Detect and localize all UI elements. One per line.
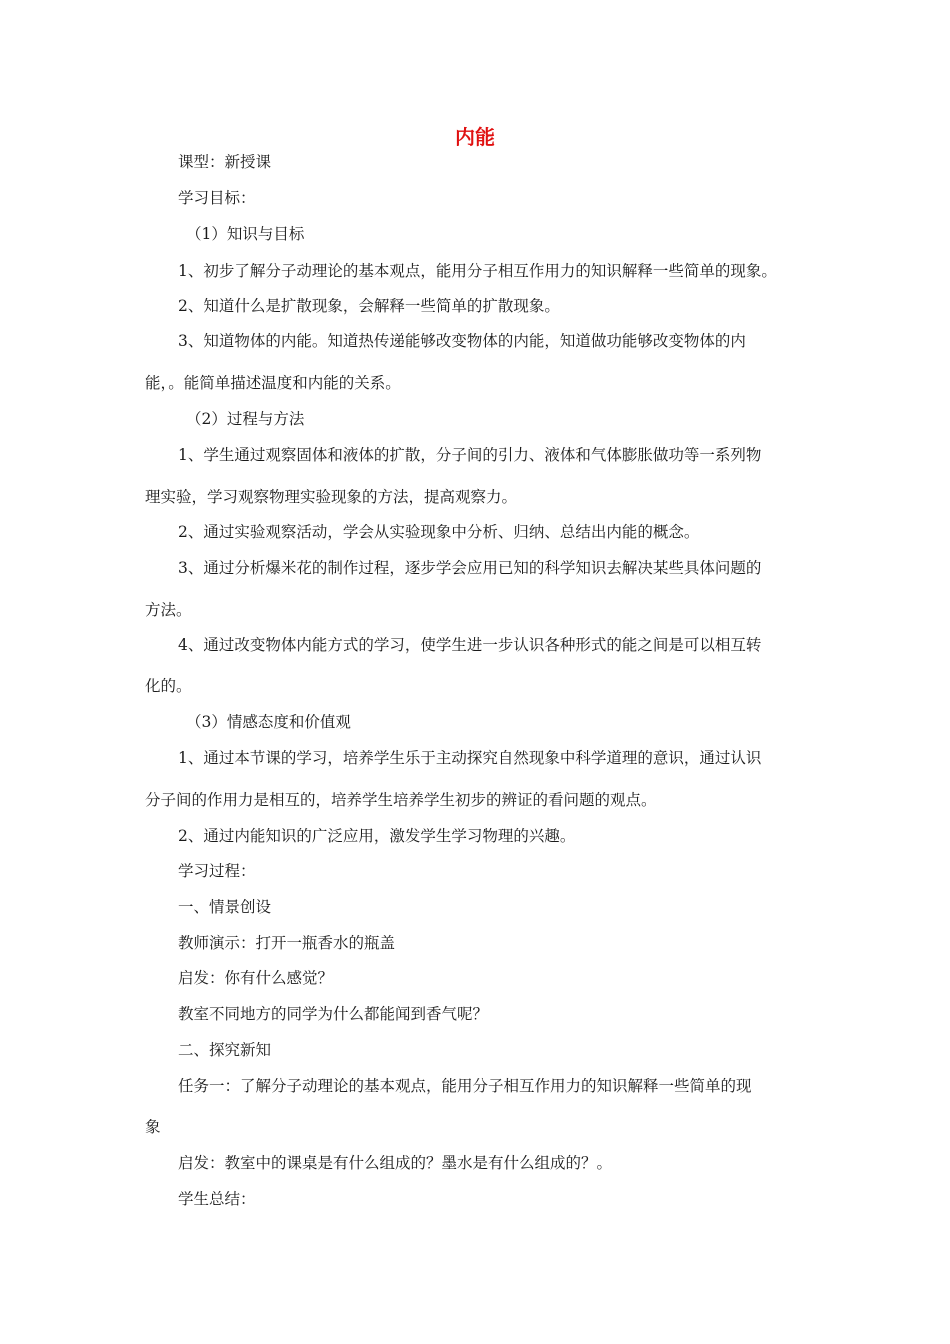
paragraph-line: 启发：你有什么感觉？ bbox=[178, 969, 334, 987]
section-heading-scenario: 一、情景创设 bbox=[178, 898, 272, 916]
paragraph-line: 1、通过本节课的学习，培养学生乐于主动探究自然现象中科学道理的意识，通过认识 bbox=[178, 749, 762, 767]
paragraph-line: 2、知道什么是扩散现象，会解释一些简单的扩散现象。 bbox=[178, 297, 560, 315]
paragraph-line: 能，。能简单描述温度和内能的关系。 bbox=[145, 374, 401, 392]
paragraph-line: 2、通过实验观察活动，学会从实验现象中分析、归纳、总结出内能的概念。 bbox=[178, 523, 700, 541]
paragraph-line: 3、知道物体的内能。知道热传递能够改变物体的内能，知道做功能够改变物体的内 bbox=[178, 332, 746, 350]
lesson-type: 课型：新授课 bbox=[178, 153, 272, 171]
document-title: 内能 bbox=[455, 125, 495, 149]
paragraph-line: 教室不同地方的同学为什么都能闻到香气呢？ bbox=[178, 1005, 489, 1023]
paragraph-line: 象 bbox=[145, 1118, 161, 1136]
paragraph-line: 1、学生通过观察固体和液体的扩散，分子间的引力、液体和气体膨胀做功等一系列物 bbox=[178, 446, 762, 464]
paragraph-line: 4、通过改变物体内能方式的学习，使学生进一步认识各种形式的能之间是可以相互转 bbox=[178, 636, 762, 654]
subsection-heading-2: （2）过程与方法 bbox=[186, 410, 305, 428]
paragraph-line: 启发：教室中的课桌是有什么组成的？墨水是有什么组成的？。 bbox=[178, 1154, 613, 1172]
paragraph-line: 学生总结： bbox=[178, 1190, 256, 1208]
paragraph-line: 理实验，学习观察物理实验现象的方法，提高观察力。 bbox=[145, 488, 518, 506]
paragraph-line: 化的。 bbox=[145, 677, 192, 695]
paragraph-line: 分子间的作用力是相互的，培养学生培养学生初步的辨证的看问题的观点。 bbox=[145, 791, 657, 809]
section-heading-goals: 学习目标： bbox=[178, 189, 256, 207]
paragraph-line: 方法。 bbox=[145, 601, 192, 619]
paragraph-line: 任务一：了解分子动理论的基本观点，能用分子相互作用力的知识解释一些简单的现 bbox=[178, 1077, 752, 1095]
section-heading-process: 学习过程： bbox=[178, 862, 256, 880]
subsection-heading-1: （1）知识与目标 bbox=[186, 225, 305, 243]
paragraph-line: 教师演示：打开一瓶香水的瓶盖 bbox=[178, 934, 396, 952]
section-heading-explore: 二、探究新知 bbox=[178, 1041, 272, 1059]
paragraph-line: 2、通过内能知识的广泛应用，激发学生学习物理的兴趣。 bbox=[178, 827, 576, 845]
subsection-heading-3: （3）情感态度和价值观 bbox=[186, 713, 351, 731]
paragraph-line: 3、通过分析爆米花的制作过程，逐步学会应用已知的科学知识去解决某些具体问题的 bbox=[178, 559, 762, 577]
paragraph-line: 1、初步了解分子动理论的基本观点，能用分子相互作用力的知识解释一些简单的现象。 bbox=[178, 262, 777, 280]
